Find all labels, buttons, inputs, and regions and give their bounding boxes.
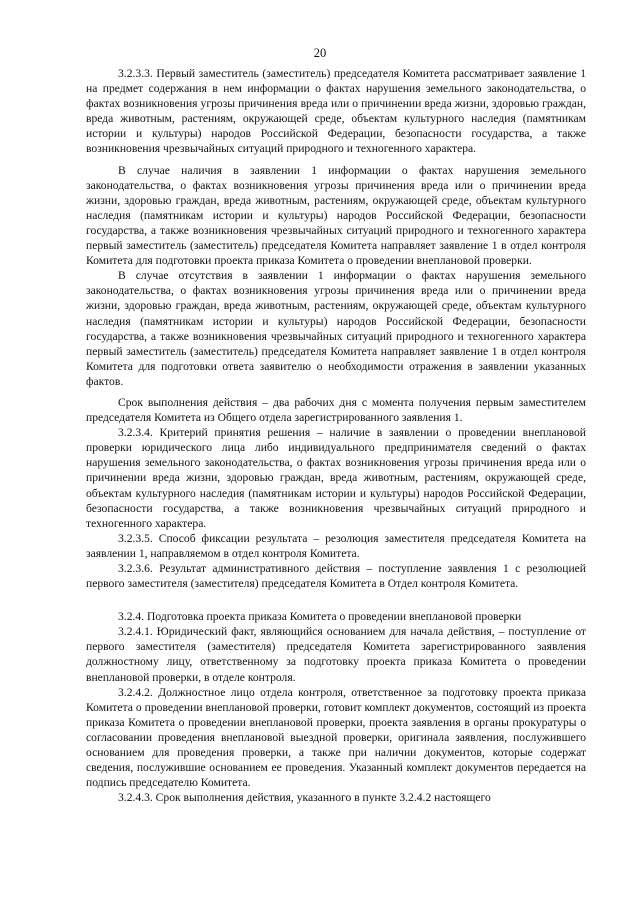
paragraph-3-2-3-6: 3.2.3.6. Результат административного действия – поступление заявления 1 с резолюцией первого заместителя (заместителя) председателя Комитета в Отдел контроля Комитета.	[86, 562, 586, 591]
paragraph-if-info-absent: В случае отсутствия в заявлении 1 информации о фактах нарушения земельного законодательства, о фактах возникновения угрозы причинения вреда или о причинении вреда жизни, здоровью граждан, вреда животным, растениям, окружающей среде, объектам культурного наследия (памятникам истории и культуры) народов Российской Федерации, безопасности государства, а также возникновения чрезвычайных ситуаций природного и техногенного характера первый заместитель (заместитель) председателя Комитета направляет заявление 1 в отдел контроля Комитета для подготовки ответа заявителю о необходимости отражения в заявлении указанных фактов.	[86, 269, 586, 388]
page-number: 20	[313, 46, 327, 60]
paragraph-3-2-3-5: 3.2.3.5. Способ фиксации результата – резолюция заместителя председателя Комитета на заявлении 1, направляемом в отдел контроля Комитета.	[86, 531, 586, 560]
paragraph-3-2-4-2: 3.2.4.2. Должностное лицо отдела контроля, ответственное за подготовку проекта приказа Комитета о проведении внеплановой проверки, готовит комплект документов, состоящий из проекта приказа Комитета о проведении внеплановой проверки, проекта заявления в органы прокуратуры о согласовании проведения внеплановой выездной проверки, оригинала заявления, послужившего основанием для проведения проверки, а также при наличии документов, которые содержат сведения, послужившие основанием ее проведения. Указанный комплект документов передается на подпись председателю Комитета.	[86, 685, 586, 790]
paragraph-3-2-4-3: 3.2.4.3. Срок выполнения действия, указанного в пункте 3.2.4.2 настоящего	[118, 791, 491, 805]
paragraph-deadline: Срок выполнения действия – два рабочих дня с момента получения первым заместителем председателя Комитета из Общего отдела зарегистрированного заявления 1.	[86, 395, 586, 425]
paragraph-3-2-3-3: 3.2.3.3. Первый заместитель (заместитель) председателя Комитета рассматривает заявление 1 на предмет содержания в нем информации о фактах нарушения земельного законодательства, о фактах возникновения угрозы причинения вреда или о причинении вреда жизни, здоровью граждан, вреда животным, растениям, окружающей среде, объектам культурного наследия (памятникам истории и культуры) народов Российской Федерации, безопасности государства, а также возникновения чрезвычайных ситуаций природного и техногенного характера.	[86, 67, 586, 156]
paragraph-3-2-4-1: 3.2.4.1. Юридический факт, являющийся основанием для начала действия, – поступление от первого заместителя (заместителя) председателя Комитета зарегистрированного заявления должностному лицу, ответственному за подготовку проекта приказа Комитета о проведении внеплановой проверки, в отделе контроля.	[86, 625, 586, 684]
paragraph-3-2-3-4: 3.2.3.4. Критерий принятия решения – наличие в заявлении о проведении внеплановой проверки юридического лица либо индивидуального предпринимателя сведений о фактах нарушения земельного законодательства, о фактах возникновения угрозы причинения вреда или о причинении вреда жизни, здоровью граждан, вреда животным, растениям, окружающей среде, объектам культурного наследия (памятникам истории и культуры) народов Российской Федерации, безопасности государства, а также возникновения чрезвычайных ситуаций природного и техногенного характера.	[86, 426, 586, 530]
section-heading-3-2-4: 3.2.4. Подготовка проекта приказа Комитета о проведении внеплановой проверки	[118, 610, 522, 624]
paragraph-if-info-present: В случае наличия в заявлении 1 информации о фактах нарушения земельного законодательства, о фактах возникновения угрозы причинения вреда или о причинении вреда жизни, здоровью граждан, вреда животным, растениям, окружающей среде, объектам культурного наследия (памятникам истории и культуры) народов Российской Федерации, безопасности государства, а также возникновения чрезвычайных ситуаций природного и техногенного характера первый заместитель (заместитель) председателя Комитета направляет заявление 1 в отдел контроля Комитета для подготовки проекта приказа Комитета о проведении внеплановой проверки.	[86, 163, 586, 268]
document-body	[86, 66, 586, 805]
